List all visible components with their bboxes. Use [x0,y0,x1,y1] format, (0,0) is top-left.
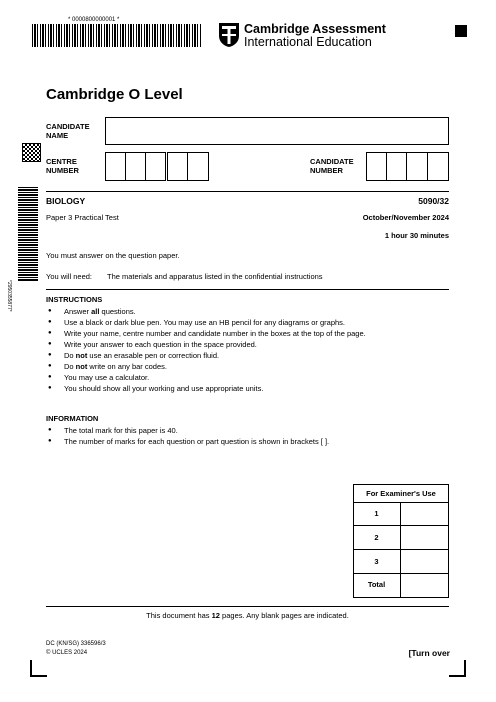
candidate-number-digit-4[interactable] [427,152,449,181]
duration: 1 hour 30 minutes [384,231,449,240]
instructions-list [46,306,446,394]
candidate-number-digit-3[interactable] [406,152,428,181]
centre-number-digit-4[interactable] [167,152,188,181]
rule-instructions [46,289,449,290]
candidate-number-digit-1[interactable] [366,152,387,181]
examiner-row-label: Total [367,580,386,589]
examiner-mark-total[interactable] [401,574,448,597]
pages-note: This document has 12 pages. Any blank pages are indicated. [146,611,349,620]
qr-code-icon [22,143,41,162]
instruction-item: ● Answer all questions. [46,306,446,317]
brand-line2: International Education [244,35,372,49]
examiner-row-label: 2 [374,533,379,542]
answer-note: You must answer on the question paper. [46,251,180,260]
examiner-row-label: 1 [374,509,379,518]
instruction-item: ● You should show all your working and use appropriate units. [46,383,446,394]
side-barcode [18,187,38,282]
instruction-item: ● Write your answer to each question in the space provided. [46,339,446,350]
instruction-item: ● Do not use an erasable pen or correction fluid. [46,350,446,361]
centre-number-digit-2[interactable] [125,152,146,181]
page-title: Cambridge O Level [46,86,183,103]
information-item: ● The number of marks for each question or part question is shown in brackets [ ]. [46,436,446,447]
subject: BIOLOGY [46,196,86,206]
rule-subject [46,191,449,192]
session: October/November 2024 [362,213,449,222]
turn-over: [Turn over [408,648,450,658]
side-code: *2950355877* [6,280,12,312]
examiner-row-label: 3 [374,557,379,566]
corner-mark-bottom-right-h [449,675,466,677]
candidate-number-label: CANDIDATE NUMBER [310,157,354,175]
brand-line1: Cambridge Assessment [244,22,386,36]
document-ref: DC (KN/SG) 336596/3 [46,641,106,647]
instruction-item: ● You may use a calculator. [46,372,446,383]
need-label: You will need: [46,272,93,281]
examiner-mark-3[interactable] [401,550,448,573]
paper-code: 5090/32 [418,196,449,206]
centre-number-digit-1[interactable] [105,152,126,181]
candidate-name-label: CANDIDATE NAME [46,122,90,140]
examiner-mark-1[interactable] [401,503,448,525]
centre-number-label: CENTRE NUMBER [46,157,79,175]
corner-mark-top-right [455,25,467,37]
candidate-name-field[interactable] [105,117,449,145]
corner-mark-bottom-left-h [30,675,47,677]
information-list [46,425,446,447]
header-barcode [32,24,202,47]
centre-number-digit-3[interactable] [145,152,166,181]
instruction-item: ● Do not write on any bar codes. [46,361,446,372]
paper-name: Paper 3 Practical Test [46,213,119,222]
barcode-number: * 0000800000001 * [68,17,120,23]
need-text: The materials and apparatus listed in the confidential instructions [107,272,323,281]
instruction-item: ● Use a black or dark blue pen. You may use an HB pencil for any diagrams or graphs. [46,317,446,328]
candidate-number-digit-2[interactable] [386,152,407,181]
cambridge-crest-icon [218,22,240,53]
information-item: ● The total mark for this paper is 40. [46,425,446,436]
examiner-mark-2[interactable] [401,526,448,549]
instruction-item: ● Write your name, centre number and candidate number in the boxes at the top of the page. [46,328,446,339]
rule-footer [46,606,449,607]
copyright: © UCLES 2024 [46,650,88,656]
information-heading: INFORMATION [46,414,99,423]
examiner-table-heading: For Examiner's Use [366,489,436,498]
instructions-heading: INSTRUCTIONS [46,295,103,304]
centre-number-digit-5[interactable] [187,152,209,181]
